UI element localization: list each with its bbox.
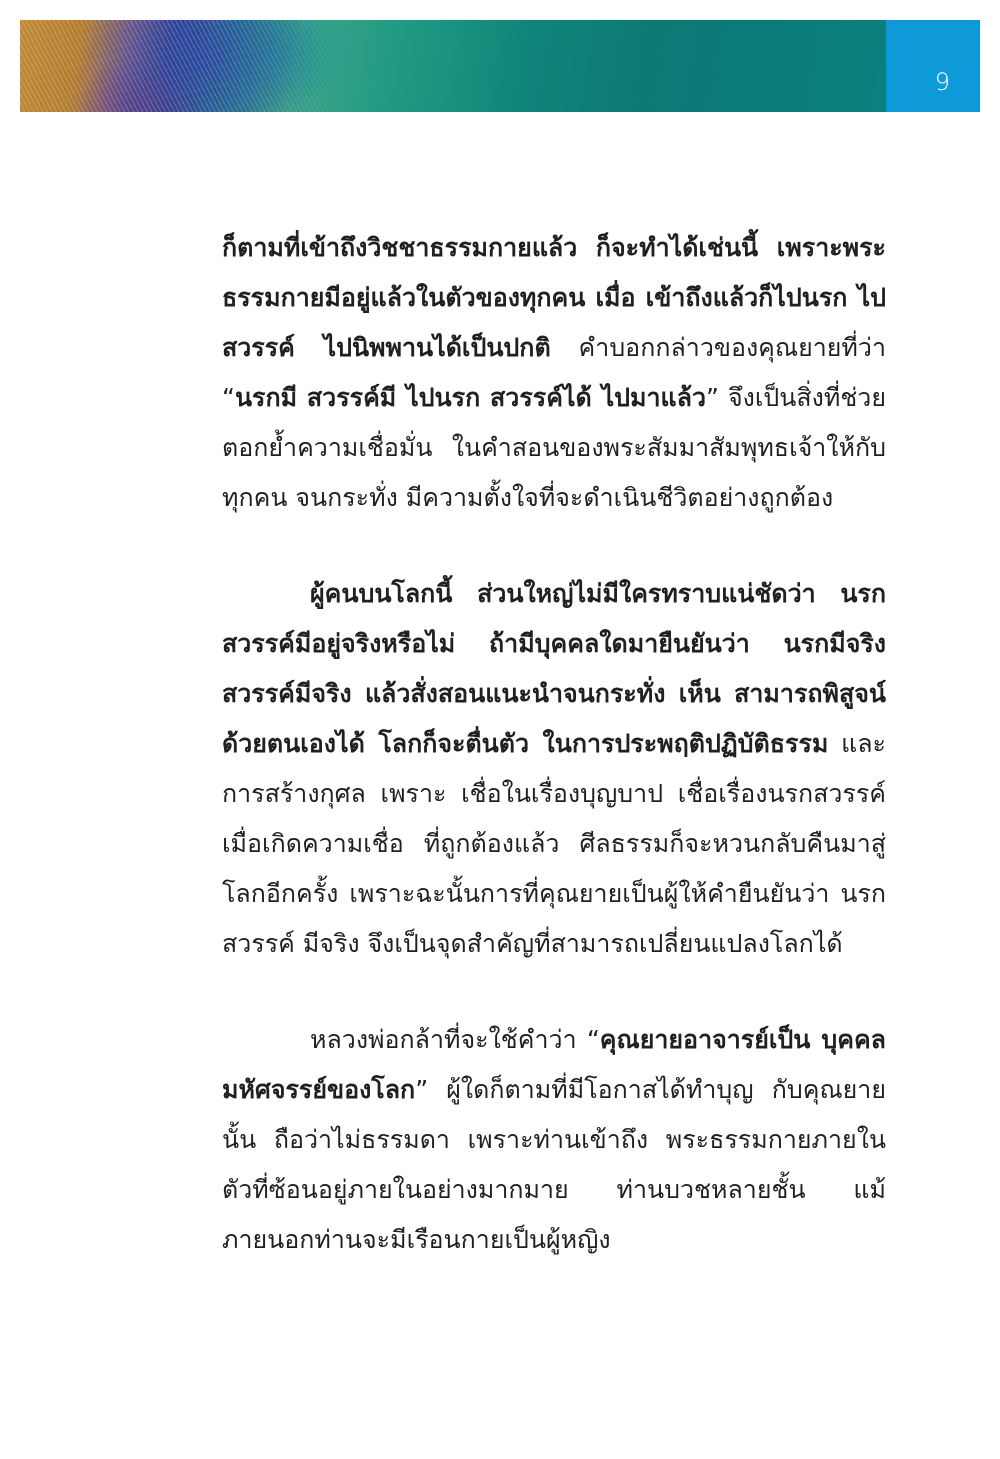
paragraph-1 (222, 223, 886, 523)
page-number: 9 (934, 68, 950, 96)
text-run: ก็ตามที่เข้าถึงวิชชาธรรมกายแล้ว ก็จะทำได้เช่นนี้ เพราะพระธรรมกายมีอยู่แล้วในตัวของทุกคน เมื่อ เข้าถึงแล้วก็ไปนรก ไปสวรรค์ ไปนิพพานได้เป็นปกติ (222, 233, 886, 362)
feather-texture (20, 20, 380, 112)
text-run: ” จึงเป็นสิ่งที่ช่วยตอกย้ำความเชื่อมั่น ในคำสอนของพระสัมมาสัมพุทธเจ้าให้กับทุกคน จนกระทั่ง มีความตั้งใจที่จะดำเนินชีวิตอย่างถูกต้อง (222, 383, 886, 512)
body-text (222, 223, 886, 1265)
text-run: ” ผู้ใดก็ตามที่มีโอกาสได้ทำบุญ กับคุณยายนั้น ถือว่าไม่ธรรมดา เพราะท่านเข้าถึง พระธรรมกายภายในตัวที่ซ้อนอยู่ภายในอย่างมากมาย ท่านบวชหลายชั้น แม้ภายนอกท่านจะมีเรือนกายเป็นผู้หญิง (222, 1075, 886, 1254)
text-run: หลวงพ่อกล้าที่จะใช้คำว่า “ (310, 1025, 600, 1054)
peacock-feather-banner (20, 20, 886, 112)
text-run: คำบอกกล่าวของคุณยายที่ว่า “ (222, 333, 886, 412)
text-run: คุณยายอาจารย์เป็น บุคคลมหัศจรรย์ของโลก (222, 1025, 886, 1104)
text-run: ผู้คนบนโลกนี้ ส่วนใหญ่ไม่มีใครทราบแน่ชัดว่า นรก สวรรค์มีอยู่จริงหรือไม่ ถ้ามีบุคคลใดมายืนยันว่า นรกมีจริง สวรรค์มีจริง แล้วสั่งสอนแนะนำจนกระทั่ง เห็น สามารถพิสูจน์ด้วยตนเองได้ โลกก็จะตื่นตัว ในการประพฤติปฏิบัติธรรม (222, 579, 886, 758)
paragraph-3 (222, 1015, 886, 1265)
paragraph-2 (222, 569, 886, 969)
page-number-box (886, 20, 980, 112)
text-run: และการสร้างกุศล เพราะ เชื่อในเรื่องบุญบาป เชื่อเรื่องนรกสวรรค์ เมื่อเกิดความเชื่อ ที่ถูกต้องแล้ว ศีลธรรมก็จะหวนกลับคืนมาสู่โลกอีกครั้ง เพราะฉะนั้นการที่คุณยายเป็นผู้ให้คำยืนยันว่า นรกสวรรค์ มีจริง จึงเป็นจุดสำคัญที่สามารถเปลี่ยนแปลงโลกได้ (222, 729, 886, 958)
text-run: นรกมี สวรรค์มี ไปนรก สวรรค์ได้ ไปมาแล้ว (234, 383, 706, 412)
